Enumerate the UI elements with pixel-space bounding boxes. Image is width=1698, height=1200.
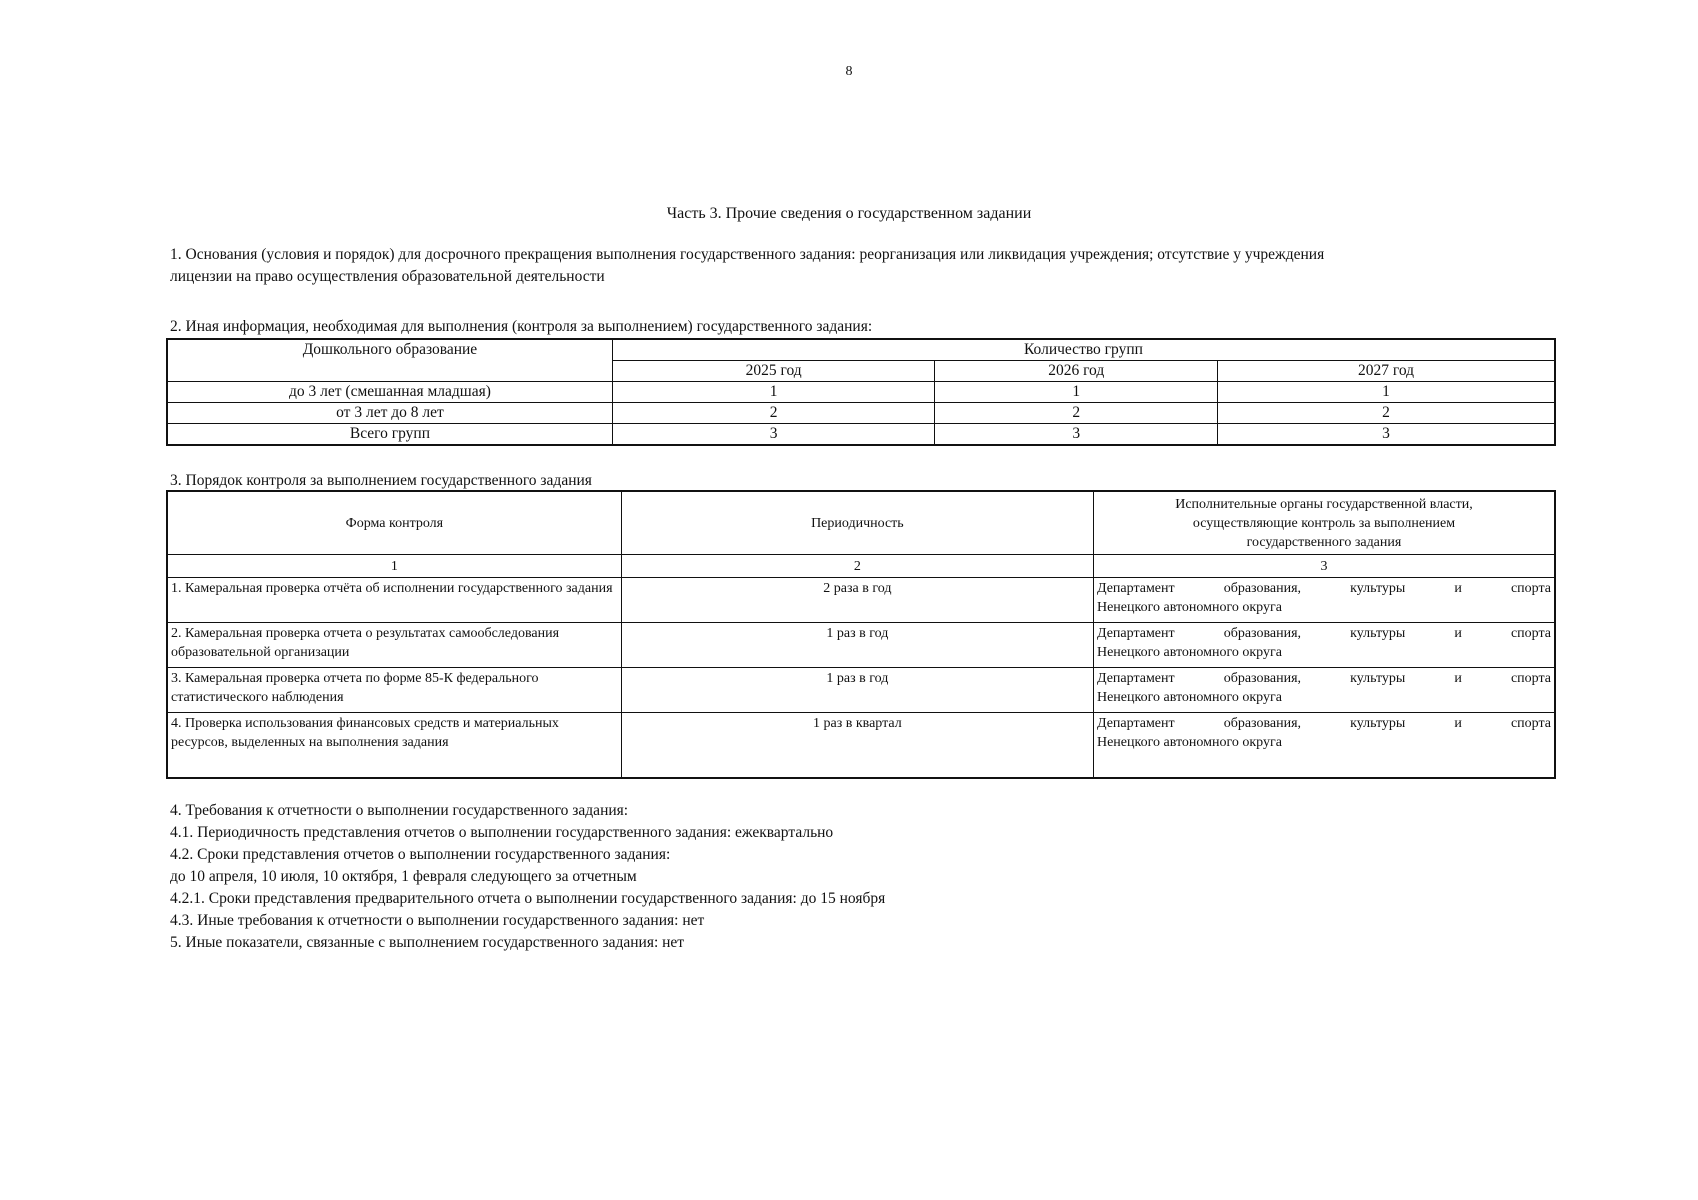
row-value: 3: [1218, 424, 1556, 446]
section1-line2: лицензии на право осуществления образовательной деятельности: [170, 268, 605, 285]
row-value: 2: [935, 403, 1218, 424]
part-title: Часть 3. Прочие сведения о государственном задании: [666, 205, 1032, 222]
page-number: 8: [845, 64, 853, 79]
section4-line: до 10 апреля, 10 июля, 10 октября, 1 февраля следующего за отчетным: [170, 868, 637, 885]
control-org: [1093, 578, 1555, 623]
table-row: [167, 403, 1555, 424]
year-2025: 2025 год: [612, 361, 935, 382]
control-org: [1093, 668, 1555, 713]
org-line1: Департамент образования, культуры и спорта: [1096, 671, 1551, 686]
section1-line1: 1. Основания (условия и порядок) для досрочного прекращения выполнения государственного задания: реорганизация или ликвидация учреждения; отсутствие у учреждения: [170, 246, 1325, 263]
row-value: 1: [935, 382, 1218, 403]
section4-line: 4.1. Периодичность представления отчетов о выполнении государственного задания: ежеквартально: [170, 824, 834, 841]
control-form: 3. Камеральная проверка отчета по форме 85-К федерального статистического наблюдения: [167, 668, 621, 713]
control-form: 4. Проверка использования финансовых средств и материальных ресурсов, выделенных на выполнения задания: [167, 713, 621, 779]
table-row: [167, 424, 1555, 446]
section4-line: 5. Иные показатели, связанные с выполнением государственного задания: нет: [170, 934, 685, 951]
row-value: 1: [612, 382, 935, 403]
col-number: 3: [1093, 555, 1555, 578]
control-org: [1093, 713, 1555, 779]
control-period: 1 раз в квартал: [621, 713, 1093, 779]
row-label: Всего групп: [167, 424, 612, 446]
section4-line: 4.2. Сроки представления отчетов о выполнении государственного задания:: [170, 846, 671, 863]
control-table: [166, 490, 1556, 779]
col-number: 2: [621, 555, 1093, 578]
table-row: [167, 713, 1555, 779]
groups-col-header: Дошкольного образование: [167, 339, 612, 382]
control-org: [1093, 623, 1555, 668]
year-2027: 2027 год: [1218, 361, 1556, 382]
row-label: от 3 лет до 8 лет: [167, 403, 612, 424]
org-line1: Департамент образования, культуры и спорта: [1096, 581, 1551, 596]
control-form: 2. Камеральная проверка отчета о результатах самообследования образовательной организации: [167, 623, 621, 668]
section1-text: [170, 244, 1550, 288]
row-value: 3: [612, 424, 935, 446]
control-form: 1. Камеральная проверка отчёта об исполнении государственного задания: [167, 578, 621, 623]
control-number-row: [167, 555, 1555, 578]
control-period: 1 раз в год: [621, 668, 1093, 713]
groups-table: [166, 338, 1556, 446]
section4-line: 4.2.1. Сроки представления предварительного отчета о выполнении государственного задания: до 15 ноября: [170, 890, 886, 907]
col-number: 1: [167, 555, 621, 578]
section2-heading: 2. Иная информация, необходимая для выполнения (контроля за выполнением) государственного задания:: [170, 318, 873, 335]
row-value: 1: [1218, 382, 1556, 403]
org-line2: Ненецкого автономного округа: [1096, 690, 1282, 705]
year-2026: 2026 год: [935, 361, 1218, 382]
org-line1: Департамент образования, культуры и спорта: [1096, 716, 1551, 731]
row-value: 2: [612, 403, 935, 424]
header-period: Периодичность: [621, 491, 1093, 555]
org-line1: Департамент образования, культуры и спорта: [1096, 626, 1551, 641]
section4-line: 4.3. Иные требования к отчетности о выполнении государственного задания: нет: [170, 912, 705, 929]
table-row: [167, 623, 1555, 668]
row-value: 3: [935, 424, 1218, 446]
row-value: 2: [1218, 403, 1556, 424]
groups-group-header: Количество групп: [612, 339, 1555, 361]
org-line2: Ненецкого автономного округа: [1096, 645, 1282, 660]
header-form: Форма контроля: [167, 491, 621, 555]
groups-table-header-row: [167, 339, 1555, 361]
table-row: [167, 382, 1555, 403]
control-header-row: [167, 491, 1555, 555]
control-period: 1 раз в год: [621, 623, 1093, 668]
header-org: Исполнительные органы государственной власти, осуществляющие контроль за выполнением государственного задания: [1093, 491, 1555, 555]
control-period: 2 раза в год: [621, 578, 1093, 623]
row-label: до 3 лет (смешанная младшая): [167, 382, 612, 403]
table-row: [167, 668, 1555, 713]
section3-heading: 3. Порядок контроля за выполнением государственного задания: [170, 472, 592, 489]
section4-line: 4. Требования к отчетности о выполнении государственного задания:: [170, 802, 629, 819]
org-line2: Ненецкого автономного округа: [1096, 735, 1282, 750]
org-line2: Ненецкого автономного округа: [1096, 600, 1282, 615]
table-row: [167, 578, 1555, 623]
section4-block: [170, 800, 885, 954]
